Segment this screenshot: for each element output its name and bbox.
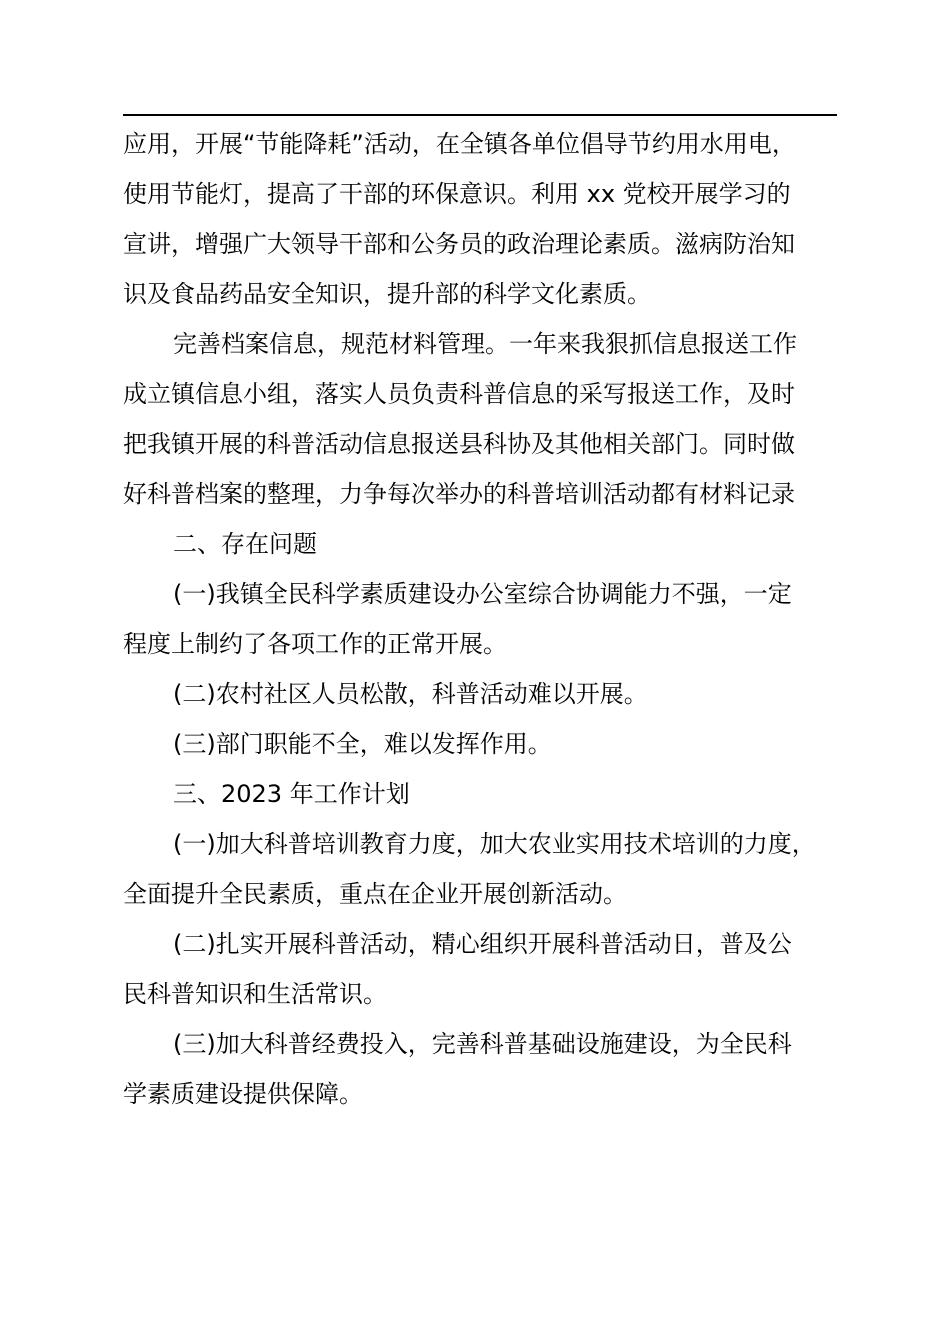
text-line: 完善档案信息，规范材料管理。一年来我狠抓信息报送工作: [173, 330, 797, 358]
section-heading-plan: [123, 769, 843, 819]
text-line: 程度上制约了各项工作的正常开展。: [123, 630, 507, 658]
text-line: 识及食品药品安全知识，提升部的科学文化素质。: [123, 280, 651, 308]
document-body: [123, 119, 843, 1119]
text-line: 应用，开展“节能降耗”活动，在全镇各单位倡导节约用水用电，: [123, 130, 796, 158]
text-line: (一)我镇全民科学素质建设办公室综合协调能力不强，一定: [173, 580, 792, 608]
paragraph-problem-3: [123, 719, 843, 769]
header-rule: [123, 114, 837, 116]
text-line: 全面提升全民素质，重点在企业开展创新活动。: [123, 880, 627, 908]
paragraph-problem-2: [123, 669, 843, 719]
text-line: 民科普知识和生活常识。: [123, 980, 387, 1008]
text-line: 把我镇开展的科普活动信息报送县科协及其他相关部门。同时做: [123, 430, 795, 458]
text-line: (二)农村社区人员松散，科普活动难以开展。: [173, 680, 648, 708]
heading-line: 二、存在问题: [173, 530, 317, 558]
text-line: (三)加大科普经费投入，完善科普基础设施建设，为全民科: [173, 1030, 792, 1058]
section-heading-problems: [123, 519, 843, 569]
text-line: 使用节能灯，提高了干部的环保意识。利用 xx 党校开展学习的: [123, 180, 791, 208]
paragraph-plan-1: [123, 819, 843, 919]
text-line: 成立镇信息小组，落实人员负责科普信息的采写报送工作，及时: [123, 380, 795, 408]
paragraph-archives: [123, 319, 843, 519]
text-line: 学素质建设提供保障。: [123, 1080, 363, 1108]
text-line: (三)部门职能不全，难以发挥作用。: [173, 730, 552, 758]
text-line: 宣讲，增强广大领导干部和公务员的政治理论素质。滋病防治知: [123, 230, 795, 258]
paragraph-problem-1: [123, 569, 843, 669]
paragraph-plan-2: [123, 919, 843, 1019]
paragraph-energy-saving: [123, 119, 843, 319]
text-line: (二)扎实开展科普活动，精心组织开展科普活动日，普及公: [173, 930, 792, 958]
text-line: (一)加大科普培训教育力度，加大农业实用技术培训的力度，: [173, 830, 816, 858]
paragraph-plan-3: [123, 1019, 843, 1119]
heading-line: 三、2023 年工作计划: [173, 780, 410, 808]
text-line: 好科普档案的整理，力争每次举办的科普培训活动都有材料记录: [123, 480, 795, 508]
